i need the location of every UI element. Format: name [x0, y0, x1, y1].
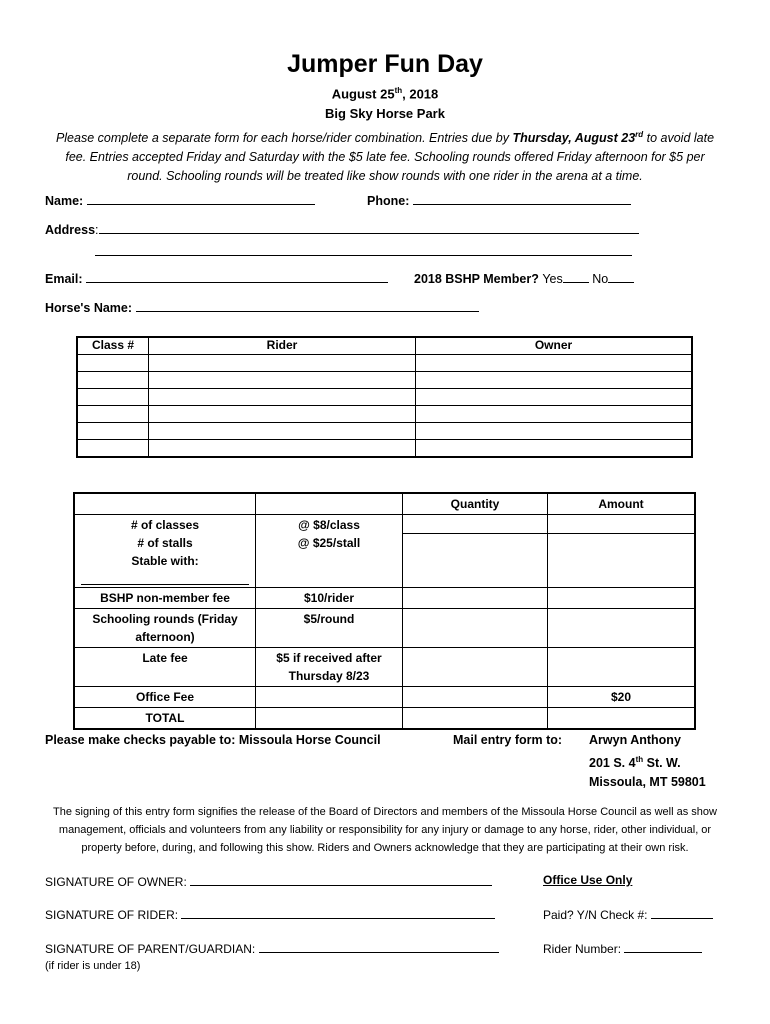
- mailing-address: [589, 731, 706, 792]
- fee-header-blank: [74, 493, 256, 515]
- classes-stalls-quantity-cell[interactable]: [403, 515, 548, 588]
- rider-cell[interactable]: [149, 423, 416, 440]
- rider-signature-label: SIGNATURE OF RIDER:: [45, 908, 179, 922]
- fee-table: [73, 492, 696, 730]
- table-row: [74, 648, 695, 687]
- name-field[interactable]: [45, 192, 315, 208]
- liability-waiver: The signing of this entry form signifies the release of the Board of Directors and members of the Missoula Horse Council as well as show management, officials and volunteers from any liability or responsibility for any injury or damage to any horse, rider, other individual, or property before, during, and following this show. Riders and Owners acknowledge that they are participating at their own risk.: [53, 806, 717, 854]
- parent-signature-field[interactable]: [45, 940, 499, 956]
- table-row: [74, 708, 695, 730]
- mail-label: Mail entry form to:: [453, 733, 563, 747]
- owner-cell[interactable]: [416, 423, 693, 440]
- stalls-label: # of stalls: [137, 536, 193, 550]
- rider-cell[interactable]: [149, 372, 416, 389]
- parent-signature-label: SIGNATURE OF PARENT/GUARDIAN:: [45, 942, 256, 956]
- table-row[interactable]: [77, 440, 692, 458]
- stable-with-line[interactable]: [81, 576, 249, 585]
- rider-signature-line[interactable]: [181, 906, 495, 919]
- table-row[interactable]: [77, 389, 692, 406]
- instructions-paragraph: Please complete a separate form for each horse/rider combination. Entries due by Thursday, August 23rd to avoid late fee. Entries accepted Friday and Saturday with the $5 late fee. Schooling rounds offered Friday afternoon for $5 per round. Schooling rounds will be treated like show rounds with one rider in the arena at a time.: [55, 130, 715, 184]
- name-line[interactable]: [87, 192, 315, 205]
- mail-name: Arwyn Anthony: [589, 733, 681, 747]
- table-row[interactable]: [77, 355, 692, 372]
- table-row: [74, 588, 695, 609]
- rider-signature-field[interactable]: [45, 906, 495, 922]
- stall-price: @ $25/stall: [297, 536, 361, 550]
- paid-check-field[interactable]: [543, 906, 713, 922]
- table-row[interactable]: [77, 372, 692, 389]
- late-fee-price: $5 if received after Thursday 8/23: [256, 648, 403, 687]
- member-no-label: No: [592, 272, 609, 286]
- payable-to: Please make checks payable to: Missoula Horse Council: [45, 733, 381, 747]
- nonmember-price: $10/rider: [256, 588, 403, 609]
- total-quantity[interactable]: [403, 708, 548, 730]
- mail-street: 201 S. 4th St. W.: [589, 755, 681, 771]
- member-yes-label: Yes: [542, 272, 563, 286]
- table-row: [74, 515, 695, 588]
- rider-cell[interactable]: [149, 440, 416, 458]
- nonmember-amount[interactable]: [548, 588, 696, 609]
- rider-cell[interactable]: [149, 355, 416, 372]
- horse-name-field[interactable]: [45, 299, 479, 315]
- total-label: TOTAL: [74, 708, 256, 730]
- name-label: Name:: [45, 194, 84, 208]
- quantity-header: Quantity: [403, 493, 548, 515]
- owner-cell[interactable]: [416, 372, 693, 389]
- classes-stalls-amount-cell[interactable]: [548, 515, 696, 588]
- horse-name-label: Horse's Name:: [45, 301, 133, 315]
- rider-number-field[interactable]: [543, 940, 702, 956]
- phone-label: Phone:: [367, 194, 410, 208]
- class-entry-header-row: [77, 337, 692, 355]
- address-field-2[interactable]: [95, 243, 632, 259]
- class-cell[interactable]: [77, 440, 149, 458]
- owner-signature-label: SIGNATURE OF OWNER:: [45, 875, 187, 889]
- table-row[interactable]: [77, 423, 692, 440]
- form-title: Jumper Fun Day: [287, 50, 483, 78]
- schooling-price: $5/round: [256, 609, 403, 648]
- rider-number-line[interactable]: [624, 940, 702, 953]
- event-date: August 25th, 2018: [331, 86, 439, 102]
- class-number-header: Class #: [77, 337, 149, 355]
- member-field[interactable]: [414, 270, 634, 286]
- classes-stalls-label-cell: [74, 515, 256, 588]
- member-no-line[interactable]: [608, 270, 634, 283]
- email-field[interactable]: [45, 270, 388, 286]
- parent-signature-line[interactable]: [259, 940, 499, 953]
- class-price: @ $8/class: [298, 518, 360, 532]
- rider-number-label: Rider Number:: [543, 942, 622, 956]
- address-line-2[interactable]: [95, 243, 632, 256]
- class-cell[interactable]: [77, 372, 149, 389]
- member-yes-line[interactable]: [563, 270, 589, 283]
- office-fee-amount: $20: [548, 687, 696, 708]
- nonmember-quantity[interactable]: [403, 588, 548, 609]
- amount-header: Amount: [548, 493, 696, 515]
- rider-header: Rider: [149, 337, 416, 355]
- paid-check-label: Paid? Y/N Check #:: [543, 908, 648, 922]
- office-use-title: Office Use Only: [543, 873, 633, 887]
- phone-line[interactable]: [413, 192, 631, 205]
- owner-cell[interactable]: [416, 406, 693, 423]
- class-entry-table: [76, 336, 693, 458]
- phone-field[interactable]: [367, 192, 631, 208]
- owner-header: Owner: [416, 337, 693, 355]
- member-label: 2018 BSHP Member?: [414, 272, 539, 286]
- total-amount[interactable]: [548, 708, 696, 730]
- fee-header-blank-2: [256, 493, 403, 515]
- schooling-quantity[interactable]: [403, 609, 548, 648]
- class-cell[interactable]: [77, 406, 149, 423]
- classes-quantity[interactable]: [403, 515, 547, 534]
- email-label: Email:: [45, 272, 83, 286]
- office-fee-label: Office Fee: [74, 687, 256, 708]
- fee-header-row: [74, 493, 695, 515]
- check-number-line[interactable]: [651, 906, 713, 919]
- mail-city: Missoula, MT 59801: [589, 775, 706, 790]
- late-fee-amount[interactable]: [548, 648, 696, 687]
- owner-cell[interactable]: [416, 389, 693, 406]
- email-line[interactable]: [86, 270, 388, 283]
- address-label: Address: [45, 223, 96, 237]
- address-line-1[interactable]: [99, 221, 639, 234]
- table-row[interactable]: [77, 406, 692, 423]
- office-fee-quantity: [403, 687, 548, 708]
- class-cell[interactable]: [77, 423, 149, 440]
- class-cell[interactable]: [77, 355, 149, 372]
- rider-cell[interactable]: [149, 389, 416, 406]
- late-fee-quantity[interactable]: [403, 648, 548, 687]
- classes-amount[interactable]: [548, 515, 694, 534]
- parent-signature-note: (if rider is under 18): [45, 960, 141, 972]
- classes-label: # of classes: [130, 518, 200, 532]
- event-venue: Big Sky Horse Park: [325, 106, 445, 121]
- late-fee-label: Late fee: [74, 648, 256, 687]
- table-row: [74, 609, 695, 648]
- owner-cell[interactable]: [416, 355, 693, 372]
- owner-signature-line[interactable]: [190, 873, 492, 886]
- rider-cell[interactable]: [149, 406, 416, 423]
- nonmember-label: BSHP non-member fee: [74, 588, 256, 609]
- owner-signature-field[interactable]: [45, 873, 492, 889]
- horse-name-line[interactable]: [136, 299, 479, 312]
- schooling-label: Schooling rounds (Friday afternoon): [74, 609, 256, 648]
- classes-stalls-price-cell: [256, 515, 403, 588]
- owner-cell[interactable]: [416, 440, 693, 458]
- office-fee-price: [256, 687, 403, 708]
- schooling-amount[interactable]: [548, 609, 696, 648]
- total-blank: [256, 708, 403, 730]
- stable-with-label: Stable with:: [131, 554, 199, 568]
- class-cell[interactable]: [77, 389, 149, 406]
- address-field[interactable]: Address:: [45, 221, 639, 237]
- table-row: [74, 687, 695, 708]
